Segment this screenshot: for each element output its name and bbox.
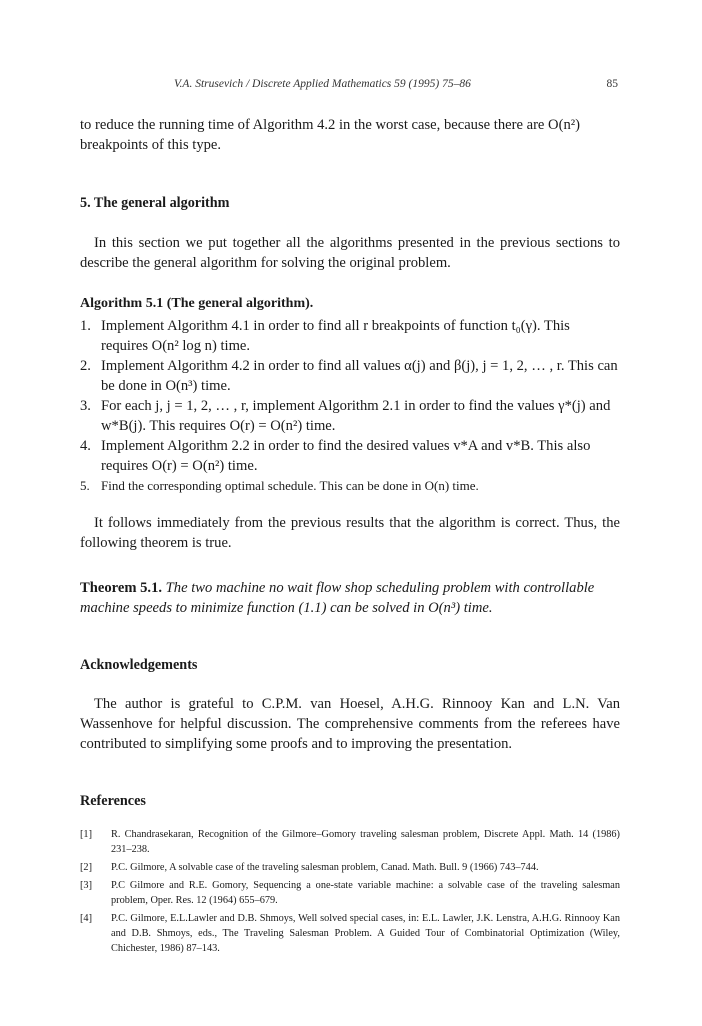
theorem-block xyxy=(80,578,620,618)
algorithm-step xyxy=(80,356,620,396)
reference-item xyxy=(80,878,620,908)
theorem-text: The two machine no wait flow shop scheduling problem with controllable machine speeds to minimize function (1.1) can be solved in O(n³) time. xyxy=(80,580,595,616)
step-text: For each j, j = 1, 2, … , r, implement Algorithm 2.1 in order to find the values γ*(j) and w*B(j). This requires O(r) = O(n²) time. xyxy=(101,398,611,434)
algorithm-step xyxy=(80,316,620,356)
references-list xyxy=(80,827,620,959)
reference-text: R. Chandrasekaran, Recognition of the Gilmore–Gomory traveling salesman problem, Discrete Appl. Math. 14 (1986) 231–238. xyxy=(111,829,620,855)
step-text: Implement Algorithm 4.2 in order to find all values α(j) and β(j), j = 1, 2, … , r. This can be done in O(n³) time. xyxy=(101,358,618,394)
theorem-label: Theorem 5.1. xyxy=(80,580,163,596)
intro-paragraph xyxy=(80,115,620,155)
algorithm-title: Algorithm 5.1 (The general algorithm). xyxy=(80,296,314,311)
conclusion-paragraph: It follows immediately from the previous results that the algorithm is correct. Thus, the following theorem is true. xyxy=(80,515,620,551)
step-text: Find the corresponding optimal schedule. This can be done in O(n) time. xyxy=(101,478,479,493)
reference-number: [2] xyxy=(80,862,93,873)
reference-item xyxy=(80,860,620,875)
section-paragraph: In this section we put together all the algorithms presented in the previous sections to describe the general algorithm for solving the original problem. xyxy=(80,235,620,271)
reference-number: [1] xyxy=(80,829,93,840)
algorithm-step xyxy=(80,436,620,476)
algorithm-step xyxy=(80,476,620,496)
reference-item xyxy=(80,827,620,857)
running-head: V.A. Strusevich / Discrete Applied Mathematics 59 (1995) 75–86 xyxy=(174,78,471,90)
acknowledgements-paragraph: The author is grateful to C.P.M. van Hoesel, A.H.G. Rinnooy Kan and L.N. Van Wassenhove for helpful discussion. The comprehensive comments from the referees have contributed to simplifying some proofs and to improving the presentation. xyxy=(80,696,620,752)
page-number: 85 xyxy=(606,78,618,90)
step-number: 5. xyxy=(80,478,90,493)
reference-text: P.C. Gilmore, A solvable case of the traveling salesman problem, Canad. Math. Bull. 9 (1966) 743–744. xyxy=(111,862,539,873)
reference-number: [3] xyxy=(80,880,93,891)
acknowledgements-heading: Acknowledgements xyxy=(80,657,198,673)
step-number: 1. xyxy=(80,318,91,334)
reference-text: P.C. Gilmore, E.L.Lawler and D.B. Shmoys, Well solved special cases, in: E.L. Lawler, J.K. Lenstra, A.H.G. Rinnooy Kan and D.B. Shmoys, eds., The Traveling Salesman Problem. A Guided Tour of Combinatorial Optimization (Wiley, Chichester, 1986) 87–143. xyxy=(111,913,620,954)
algorithm-steps xyxy=(80,316,620,496)
step-text: Implement Algorithm 4.1 in order to find all r breakpoints of function t₀(γ). This requires O(n² log n) time. xyxy=(101,318,570,354)
step-text: Implement Algorithm 2.2 in order to find the desired values v*A and v*B. This also requires O(r) = O(n²) time. xyxy=(101,438,591,474)
references-heading: References xyxy=(80,793,146,809)
section-heading: 5. The general algorithm xyxy=(80,195,230,211)
intro-line-2: breakpoints of this type. xyxy=(80,137,222,153)
algorithm-step xyxy=(80,396,620,436)
step-number: 2. xyxy=(80,358,91,374)
reference-item xyxy=(80,911,620,956)
reference-text: P.C Gilmore and R.E. Gomory, Sequencing a one-state variable machine: a solvable case of the traveling salesman problem, Oper. Res. 12 (1964) 655–679. xyxy=(111,880,620,906)
intro-line-1: to reduce the running time of Algorithm 4.2 in the worst case, because there are O(n²) xyxy=(80,117,580,133)
step-number: 4. xyxy=(80,438,91,454)
step-number: 3. xyxy=(80,398,91,414)
reference-number: [4] xyxy=(80,913,93,924)
